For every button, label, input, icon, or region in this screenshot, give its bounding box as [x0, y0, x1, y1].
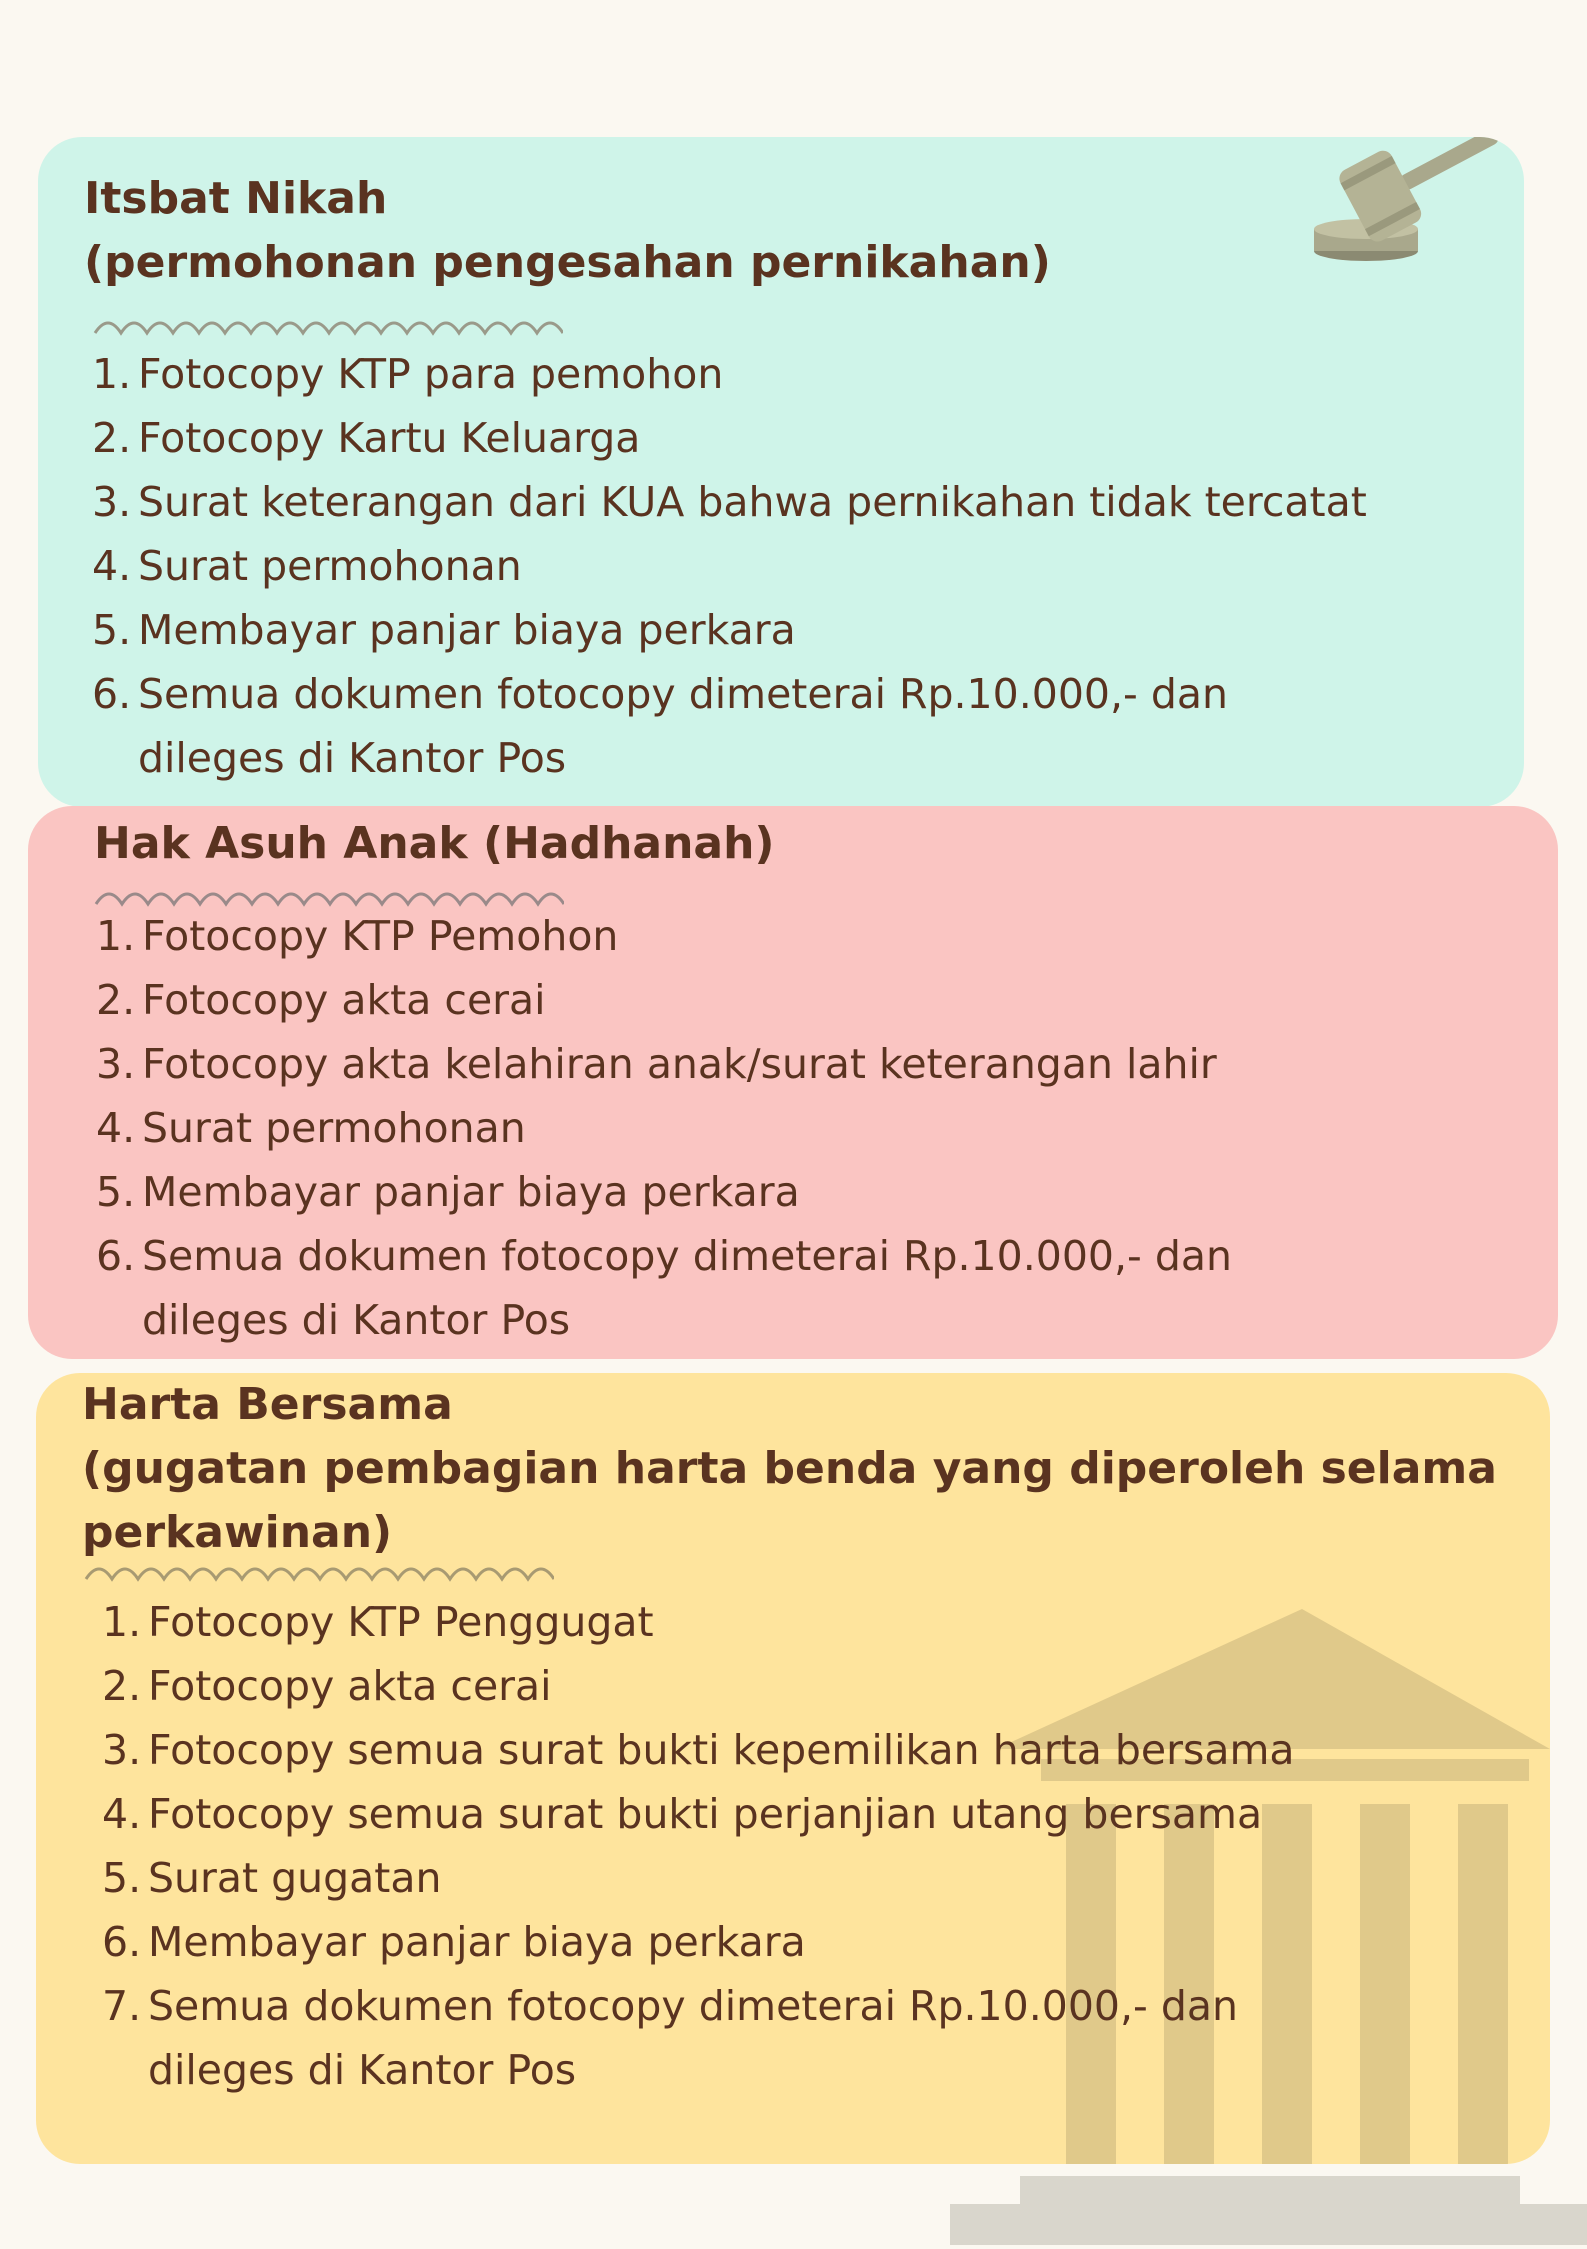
gavel-icon [1308, 137, 1518, 286]
title-line: Itsbat Nikah [84, 173, 388, 224]
title-line: Harta Bersama [82, 1379, 453, 1430]
list-item: 5. Membayar panjar biaya perkara [92, 606, 796, 654]
title-line: (gugatan pembagian harta benda yang diperoleh selama [82, 1443, 1497, 1494]
title-line: Hak Asuh Anak (Hadhanah) [94, 818, 775, 869]
list-item: 6. Semua dokumen fotocopy dimeterai Rp.10.000,- dan dileges di Kantor Pos [92, 670, 1229, 782]
title-line: perkawinan) [82, 1507, 393, 1558]
wave-divider [93, 307, 563, 341]
list-item: 1. Fotocopy KTP para pemohon [92, 350, 724, 398]
list-item: 3. Surat keterangan dari KUA bahwa pernikahan tidak tercatat [92, 478, 1367, 526]
list-item: 3. Fotocopy akta kelahiran anak/surat keterangan lahir [96, 1040, 1217, 1088]
list-item: 2. Fotocopy Kartu Keluarga [92, 414, 641, 462]
list-item: 6. Semua dokumen fotocopy dimeterai Rp.10.000,- dan dileges di Kantor Pos [96, 1232, 1233, 1344]
wave-divider [84, 1553, 554, 1587]
title-line: (permohonan pengesahan pernikahan) [84, 237, 1051, 288]
requirements-list [96, 904, 1536, 1352]
list-item: 6. Membayar panjar biaya perkara [102, 1918, 806, 1966]
list-item: 5. Membayar panjar biaya perkara [96, 1168, 800, 1216]
courthouse-base-icon [950, 2170, 1587, 2245]
section-title [82, 1373, 1522, 1565]
list-item: 7. Semua dokumen fotocopy dimeterai Rp.10.000,- dan dileges di Kantor Pos [102, 1982, 1239, 2094]
section-itsbat-nikah [38, 137, 1524, 807]
list-item: 4. Fotocopy semua surat bukti perjanjian utang bersama [102, 1790, 1263, 1838]
list-item: 4. Surat permohonan [92, 542, 522, 590]
section-title [94, 812, 775, 876]
list-item: 1. Fotocopy KTP Penggugat [102, 1598, 654, 1646]
list-item: 5. Surat gugatan [102, 1854, 442, 1902]
section-title [84, 167, 1051, 295]
requirements-list [102, 1590, 1522, 2102]
list-item: 3. Fotocopy semua surat bukti kepemilikan harta bersama [102, 1726, 1295, 1774]
list-item: 4. Surat permohonan [96, 1104, 526, 1152]
requirements-list [92, 342, 1492, 790]
section-harta-bersama [36, 1373, 1550, 2164]
section-hak-asuh-anak [28, 806, 1558, 1359]
list-item: 2. Fotocopy akta cerai [102, 1662, 552, 1710]
list-item: 2. Fotocopy akta cerai [96, 976, 546, 1024]
list-item: 1. Fotocopy KTP Pemohon [96, 912, 619, 960]
